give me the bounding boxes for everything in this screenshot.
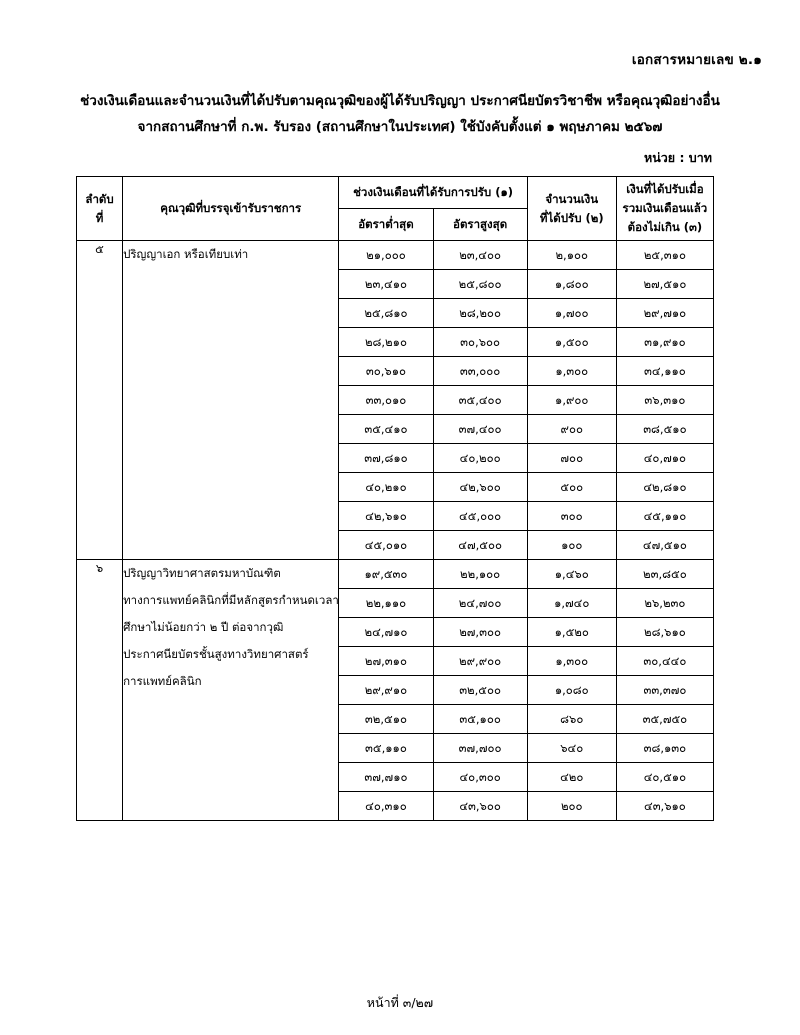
qualification-line: ทางการแพทย์คลินิกที่มีหลักสูตรกำหนดเวลา <box>123 593 339 607</box>
table-row <box>77 560 714 589</box>
cell-total-cap: ๔๓,๖๑๐ <box>616 792 713 821</box>
header-total-line-1: เงินที่ได้ปรับเมื่อ <box>626 182 704 196</box>
header-max-rate: อัตราสูงสุด <box>433 209 527 241</box>
cell-min-rate: ๔๐,๒๑๐ <box>339 473 433 502</box>
row-sequence-number: ๕ <box>77 241 123 560</box>
header-amount-line-2: ที่ได้ปรับ (๒) <box>539 210 604 225</box>
cell-max-rate: ๒๘,๒๐๐ <box>433 299 527 328</box>
cell-adjust-amount: ๑,๙๐๐ <box>527 386 616 415</box>
cell-max-rate: ๒๙,๙๐๐ <box>433 647 527 676</box>
cell-total-cap: ๔๕,๑๑๐ <box>616 502 713 531</box>
cell-max-rate: ๓๐,๖๐๐ <box>433 328 527 357</box>
header-total-line-2: รวมเงินเดือนแล้ว <box>622 201 708 215</box>
cell-total-cap: ๓๘,๕๑๐ <box>616 415 713 444</box>
row-qualification-text <box>123 560 339 821</box>
header-seq-line-1: ลำดับ <box>85 191 114 206</box>
title-line-1: ช่วงเงินเดือนและจำนวนเงินที่ได้ปรับตามคุณวุฒิของผู้ได้รับปริญญา ประกาศนียบัตรวิชาชีพ หรือคุณวุฒิอย่างอื่น <box>80 93 720 109</box>
cell-total-cap: ๒๗,๕๑๐ <box>616 270 713 299</box>
header-qualification: คุณวุฒิที่บรรจุเข้ารับราชการ <box>123 177 339 241</box>
cell-min-rate: ๑๙,๕๓๐ <box>339 560 433 589</box>
table-header-row-1 <box>77 177 714 209</box>
cell-max-rate: ๒๕,๘๐๐ <box>433 270 527 299</box>
cell-max-rate: ๓๓,๐๐๐ <box>433 357 527 386</box>
cell-total-cap: ๒๙,๗๑๐ <box>616 299 713 328</box>
title-line-2: จากสถานศึกษาที่ ก.พ. รับรอง (สถานศึกษาในประเทศ) ใช้บังคับตั้งแต่ ๑ พฤษภาคม ๒๕๖๗ <box>137 119 663 135</box>
qualification-line: ปริญญาวิทยาศาสตรมหาบัณฑิต <box>123 566 281 580</box>
cell-adjust-amount: ๗๐๐ <box>527 444 616 473</box>
cell-adjust-amount: ๑,๓๐๐ <box>527 647 616 676</box>
row-qualification-text <box>123 241 339 560</box>
cell-min-rate: ๓๒,๕๑๐ <box>339 705 433 734</box>
cell-total-cap: ๓๖,๓๑๐ <box>616 386 713 415</box>
cell-max-rate: ๔๕,๐๐๐ <box>433 502 527 531</box>
cell-min-rate: ๒๗,๓๑๐ <box>339 647 433 676</box>
cell-min-rate: ๔๒,๖๑๐ <box>339 502 433 531</box>
qualification-line: การแพทย์คลินิก <box>123 674 202 688</box>
cell-adjust-amount: ๘๖๐ <box>527 705 616 734</box>
cell-total-cap: ๒๕,๓๑๐ <box>616 241 713 270</box>
cell-adjust-amount: ๑๐๐ <box>527 531 616 560</box>
header-amount-line-1: จำนวนเงิน <box>545 191 599 206</box>
cell-min-rate: ๓๕,๔๑๐ <box>339 415 433 444</box>
cell-min-rate: ๒๙,๙๑๐ <box>339 676 433 705</box>
cell-total-cap: ๓๔,๑๑๐ <box>616 357 713 386</box>
cell-min-rate: ๒๕,๘๑๐ <box>339 299 433 328</box>
unit-label: หน่วย : บาท <box>643 150 712 165</box>
cell-max-rate: ๒๗,๓๐๐ <box>433 618 527 647</box>
cell-min-rate: ๒๔,๗๑๐ <box>339 618 433 647</box>
document-title <box>0 88 800 140</box>
cell-adjust-amount: ๑,๗๐๐ <box>527 299 616 328</box>
cell-max-rate: ๔๒,๖๐๐ <box>433 473 527 502</box>
page-footer: หน้าที่ ๓/๒๗ <box>366 995 434 1010</box>
cell-max-rate: ๒๔,๗๐๐ <box>433 589 527 618</box>
cell-adjust-amount: ๕๐๐ <box>527 473 616 502</box>
header-salary-range-group: ช่วงเงินเดือนที่ได้รับการปรับ (๑) <box>339 177 527 209</box>
salary-table-container <box>76 176 714 821</box>
cell-max-rate: ๒๒,๑๐๐ <box>433 560 527 589</box>
cell-total-cap: ๒๖,๒๓๐ <box>616 589 713 618</box>
cell-max-rate: ๔๓,๖๐๐ <box>433 792 527 821</box>
cell-max-rate: ๔๐,๒๐๐ <box>433 444 527 473</box>
cell-adjust-amount: ๑,๗๔๐ <box>527 589 616 618</box>
table-row <box>77 241 714 270</box>
cell-total-cap: ๓๘,๑๓๐ <box>616 734 713 763</box>
header-total-cap <box>616 177 713 241</box>
cell-min-rate: ๔๐,๓๑๐ <box>339 792 433 821</box>
cell-total-cap: ๒๓,๘๕๐ <box>616 560 713 589</box>
cell-adjust-amount: ๓๐๐ <box>527 502 616 531</box>
document-number-label: เอกสารหมายเลข ๒.๑ <box>631 52 762 68</box>
qualification-line: ประกาศนียบัตรชั้นสูงทางวิทยาศาสตร์ <box>123 647 309 661</box>
cell-adjust-amount: ๑,๕๒๐ <box>527 618 616 647</box>
cell-total-cap: ๓๓,๓๗๐ <box>616 676 713 705</box>
cell-adjust-amount: ๑,๘๐๐ <box>527 270 616 299</box>
cell-total-cap: ๔๐,๗๑๐ <box>616 444 713 473</box>
cell-min-rate: ๒๘,๒๑๐ <box>339 328 433 357</box>
header-min-rate: อัตราต่ำสุด <box>339 209 433 241</box>
table-header <box>77 177 714 241</box>
header-adjust-amount <box>527 177 616 241</box>
cell-adjust-amount: ๑,๓๐๐ <box>527 357 616 386</box>
cell-adjust-amount: ๑,๕๐๐ <box>527 328 616 357</box>
cell-max-rate: ๔๗,๕๐๐ <box>433 531 527 560</box>
row-sequence-number: ๖ <box>77 560 123 821</box>
cell-adjust-amount: ๔๒๐ <box>527 763 616 792</box>
cell-total-cap: ๔๐,๕๑๐ <box>616 763 713 792</box>
cell-min-rate: ๓๗,๘๑๐ <box>339 444 433 473</box>
cell-max-rate: ๓๕,๔๐๐ <box>433 386 527 415</box>
cell-min-rate: ๒๓,๔๑๐ <box>339 270 433 299</box>
qualification-line: ศึกษาไม่น้อยกว่า ๒ ปี ต่อจากวุฒิ <box>123 620 284 634</box>
cell-min-rate: ๓๕,๑๑๐ <box>339 734 433 763</box>
cell-total-cap: ๔๒,๘๑๐ <box>616 473 713 502</box>
cell-adjust-amount: ๑,๔๖๐ <box>527 560 616 589</box>
cell-min-rate: ๒๑,๐๐๐ <box>339 241 433 270</box>
header-seq <box>77 177 123 241</box>
cell-adjust-amount: ๒๐๐ <box>527 792 616 821</box>
cell-max-rate: ๒๓,๔๐๐ <box>433 241 527 270</box>
cell-adjust-amount: ๒,๑๐๐ <box>527 241 616 270</box>
cell-max-rate: ๓๗,๔๐๐ <box>433 415 527 444</box>
cell-min-rate: ๓๗,๗๑๐ <box>339 763 433 792</box>
cell-total-cap: ๔๗,๕๑๐ <box>616 531 713 560</box>
cell-min-rate: ๓๓,๐๑๐ <box>339 386 433 415</box>
cell-min-rate: ๒๒,๑๑๐ <box>339 589 433 618</box>
cell-max-rate: ๓๕,๑๐๐ <box>433 705 527 734</box>
salary-table <box>76 176 714 821</box>
cell-min-rate: ๔๕,๐๑๐ <box>339 531 433 560</box>
cell-adjust-amount: ๖๔๐ <box>527 734 616 763</box>
cell-max-rate: ๓๗,๗๐๐ <box>433 734 527 763</box>
cell-total-cap: ๓๐,๔๔๐ <box>616 647 713 676</box>
cell-adjust-amount: ๑,๐๘๐ <box>527 676 616 705</box>
cell-min-rate: ๓๐,๖๑๐ <box>339 357 433 386</box>
cell-total-cap: ๓๕,๗๕๐ <box>616 705 713 734</box>
cell-adjust-amount: ๙๐๐ <box>527 415 616 444</box>
header-total-line-3: ต้องไม่เกิน (๓) <box>627 220 703 234</box>
cell-total-cap: ๒๘,๖๑๐ <box>616 618 713 647</box>
table-body <box>77 241 714 821</box>
header-seq-line-2: ที่ <box>95 210 104 225</box>
cell-max-rate: ๔๐,๓๐๐ <box>433 763 527 792</box>
qualification-line: ปริญญาเอก หรือเทียบเท่า <box>123 247 249 261</box>
cell-max-rate: ๓๒,๕๐๐ <box>433 676 527 705</box>
cell-total-cap: ๓๑,๙๑๐ <box>616 328 713 357</box>
